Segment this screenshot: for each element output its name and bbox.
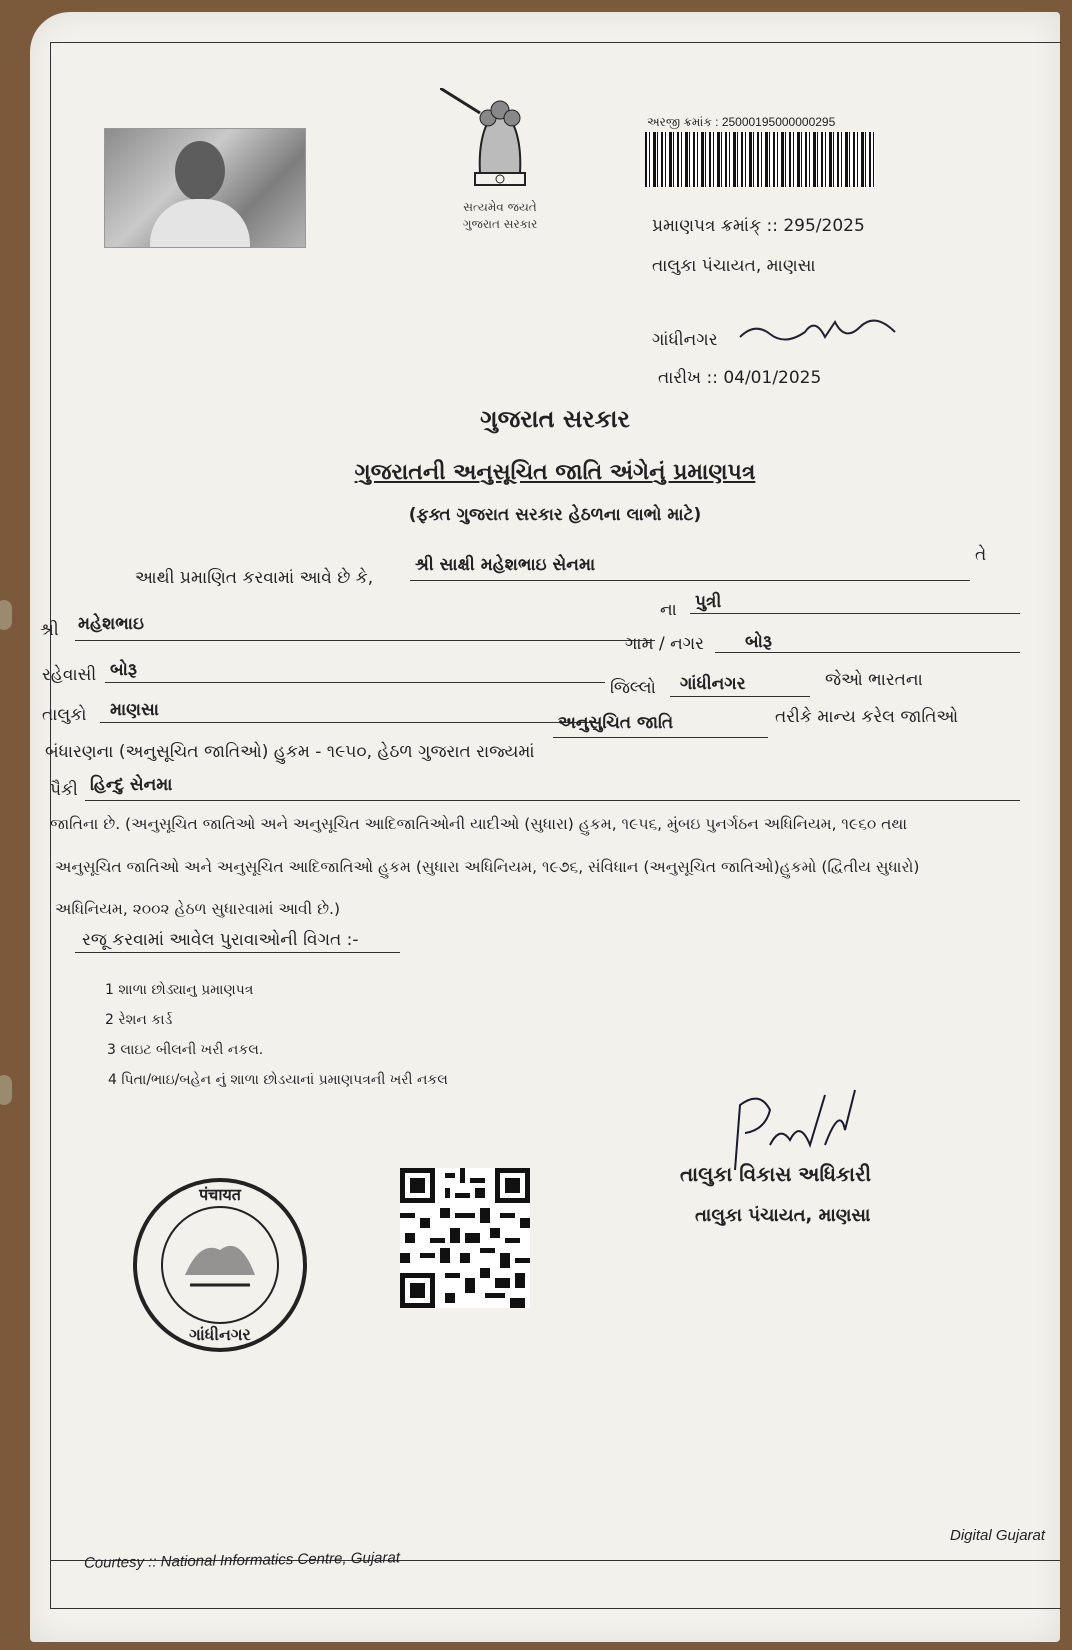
shri-text: શ્રી <box>40 620 59 640</box>
legal-para-3: અધિનિયમ, ૨૦૦૨ હેઠળ સુધારવામાં આવી છે.) <box>55 900 341 918</box>
applicant-photo <box>104 128 306 248</box>
resident: બોરૂ <box>110 660 137 680</box>
evidence-item: 2 રેશન કાર્ડ <box>105 1012 173 1028</box>
evidence-item: 3 લાઇટ બીલની ખરી નકલ. <box>107 1042 264 1058</box>
legal-para-1: જાતિના છે. (અનુસૂચિત જાતિઓ અને અનુસૂચિત આદિજાતિઓની યાદીઓ (સુધારા) હુકમ, ૧૯૫૬, મુંબઇ પુનર્ગઠન અધિનિયમ, ૧૯૬૦ તથા <box>50 815 908 833</box>
district-line <box>670 696 810 697</box>
binder-hole <box>0 600 12 630</box>
recognized-text: તરીકે માન્ય કરેલ જાતિઓ <box>775 707 959 727</box>
barcode <box>645 132 875 187</box>
evidence-item: 4 પિતા/ભાઇ/બહેન નું શાળા છોડયાનાં પ્રમાણપત્રની ખરી નકલ <box>108 1072 448 1088</box>
issue-date: તારીખ :: 04/01/2025 <box>658 368 822 388</box>
evidence-heading-line <box>75 952 400 953</box>
official-seal-icon <box>130 1175 310 1355</box>
category-line <box>553 737 768 738</box>
village-line <box>715 652 1020 653</box>
emblem-motto: સત્યમેવ જયતે <box>463 200 537 214</box>
caste-line <box>85 800 1020 801</box>
qr-code <box>400 1168 530 1308</box>
legal-para-2: અનુસૂચિત જાતિઓ અને અનુસૂચિત આદિજાતિઓ હુકમ (સુધારા અધિનિયમ, ૧૯૭૬, સંવિધાન (અનુસૂચિત જાતિઓ)હુકમો (દ્વિતીય સુધારો) <box>55 858 920 876</box>
state-emblem-icon <box>440 88 550 198</box>
district: ગાંધીનગર <box>680 674 746 694</box>
evidence-heading: રજૂ કરવામાં આવેલ પુરાવાઓની વિગત :- <box>82 930 359 950</box>
place-label: ગાંધીનગર <box>652 330 718 350</box>
relation: પુત્રી <box>695 592 722 612</box>
certificate-number: પ્રમાણપત્ર ક્રમાંક્ :: 295/2025 <box>652 216 865 236</box>
svg-text:पंचायत: पंचायत <box>199 1185 241 1204</box>
taluka: માણસા <box>110 700 159 720</box>
signatory-title: તાલુકા વિકાસ અધિકારી <box>680 1162 872 1186</box>
resident-label: રહેવાસી <box>42 665 97 685</box>
te-text: તે <box>975 545 987 565</box>
emblem-org: ગુજરાત સરકાર <box>462 217 538 231</box>
person-name: શ્રી સાક્ષી મહેશભાઇ સેનમા <box>415 555 596 575</box>
main-title: ગુજરાતની અનુસૂચિત જાતિ અંગેનું પ્રમાણપત્ર <box>354 460 756 485</box>
govt-title: ગુજરાત સરકાર <box>480 405 630 433</box>
handwritten-date-signature <box>735 312 905 352</box>
father-name: મહેશભાઇ <box>78 614 144 634</box>
taluka-label: તાલુકો <box>42 705 87 725</box>
intro-text: આથી પ્રમાણિત કરવામાં આવે છે કે, <box>135 568 374 588</box>
caste: હિન્દુ સેનમા <box>90 775 173 795</box>
footer-brand: Digital Gujarat <box>950 1527 1046 1544</box>
relation-line <box>690 613 1020 614</box>
binder-hole <box>0 1075 12 1105</box>
person-name-line <box>410 580 970 581</box>
village: બોરૂ <box>745 632 772 652</box>
district-label: જિલ્લો <box>610 678 656 698</box>
resident-line <box>105 682 605 683</box>
signatory-office: તાલુકા પંચાયત, માણસા <box>695 1205 871 1226</box>
issuing-office: તાલુકા પંચાયત, માણસા <box>652 256 816 276</box>
category: અનુસુચિત જાતિ <box>558 713 674 733</box>
who-india-text: જેઓ ભારતના <box>825 670 923 690</box>
footer-courtesy: Courtesy :: National Informatics Centre, Gujarat <box>83 1549 401 1572</box>
constitution-text: બંધારણના (અનુસૂચિત જાતિઓ) હુકમ - ૧૯૫૦, હેઠળ ગુજરાત રાજ્યમાં <box>45 742 535 762</box>
evidence-item: 1 શાળા છોડ્યાનુ પ્રમાણપત્ર <box>105 982 254 998</box>
taluka-line <box>100 722 595 723</box>
svg-text:ગાંધીનગર: ગાંધીનગર <box>189 1325 251 1344</box>
village-label: ગામ / નગર <box>625 634 704 654</box>
application-number: અરજી ક્રમાંક : 25000195000000295 <box>647 115 836 129</box>
among-label: પૈકી <box>50 780 78 800</box>
main-title-wrap <box>50 460 1060 485</box>
father-name-line <box>75 640 655 641</box>
sub-title: (ફક્ત ગુજરાત સરકાર હેઠળના લાભો માટે) <box>408 505 702 525</box>
na-text: ના <box>660 600 677 620</box>
